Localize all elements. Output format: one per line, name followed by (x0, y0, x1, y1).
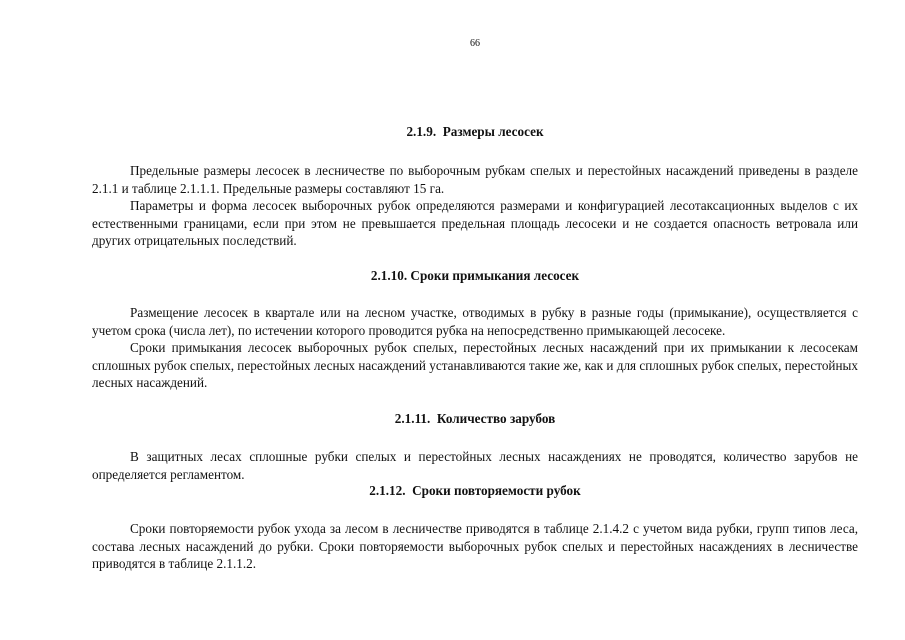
paragraph: Размещение лесосек в квартале или на лесном участке, отводимых в рубку в разные годы (примыкание), осуществляется с учетом срока (числа лет), по истечении которого проводится рубка на непосредственно примыкающей лесосеке. (92, 304, 858, 338)
paragraph: Сроки повторяемости рубок ухода за лесом в лесничестве приводятся в таблице 2.1.4.2 с учетом вида рубки, групп типов леса, состава лесных насаждений до рубки. Сроки повторяемости выборочных рубок спелых и перестойных насаждениях в лесничестве приводятся в таблице 2.1.1.2. (92, 521, 858, 572)
paragraph: Параметры и форма лесосек выборочных рубок определяются размерами и конфигурацией лесотаксационных выделов с их естественными границами, если при этом не превышается предельная площадь лесосеки и не создается опасность ветровала или других отрицательных последствий. (92, 198, 858, 249)
section-heading: 2.1.9. Размеры лесосек (406, 124, 544, 139)
document-body (92, 121, 858, 573)
page-number: 66 (470, 38, 480, 49)
paragraph: В защитных лесах сплошные рубки спелых и перестойных лесных насаждениях не проводятся, количество зарубов не определяется регламентом. (92, 448, 858, 482)
paragraph: Предельные размеры лесосек в лесничестве по выборочным рубкам спелых и перестойных насаждений приведены в разделе 2.1.1 и таблице 2.1.1.1. Предельные размеры составляют 15 га. (92, 163, 858, 196)
section-repeat-terms (92, 483, 858, 573)
section-heading: 2.1.12. Сроки повторяемости рубок (369, 483, 581, 499)
section-heading: 2.1.11. Количество зарубов (394, 410, 556, 426)
section-lesosek-size (92, 124, 858, 250)
paragraph: Сроки примыкания лесосек выборочных рубок спелых, перестойных лесных насаждений при их примыкании к лесосекам сплошных рубок спелых, перестойных лесных насаждений устанавливаются такие же, как и для сплошных рубок спелых, перестойных лесных насаждений. (92, 340, 858, 391)
section-heading: 2.1.10. Сроки примыкания лесосек (370, 267, 580, 283)
section-cuts-count (92, 411, 858, 483)
section-adjacency-terms (92, 268, 858, 392)
